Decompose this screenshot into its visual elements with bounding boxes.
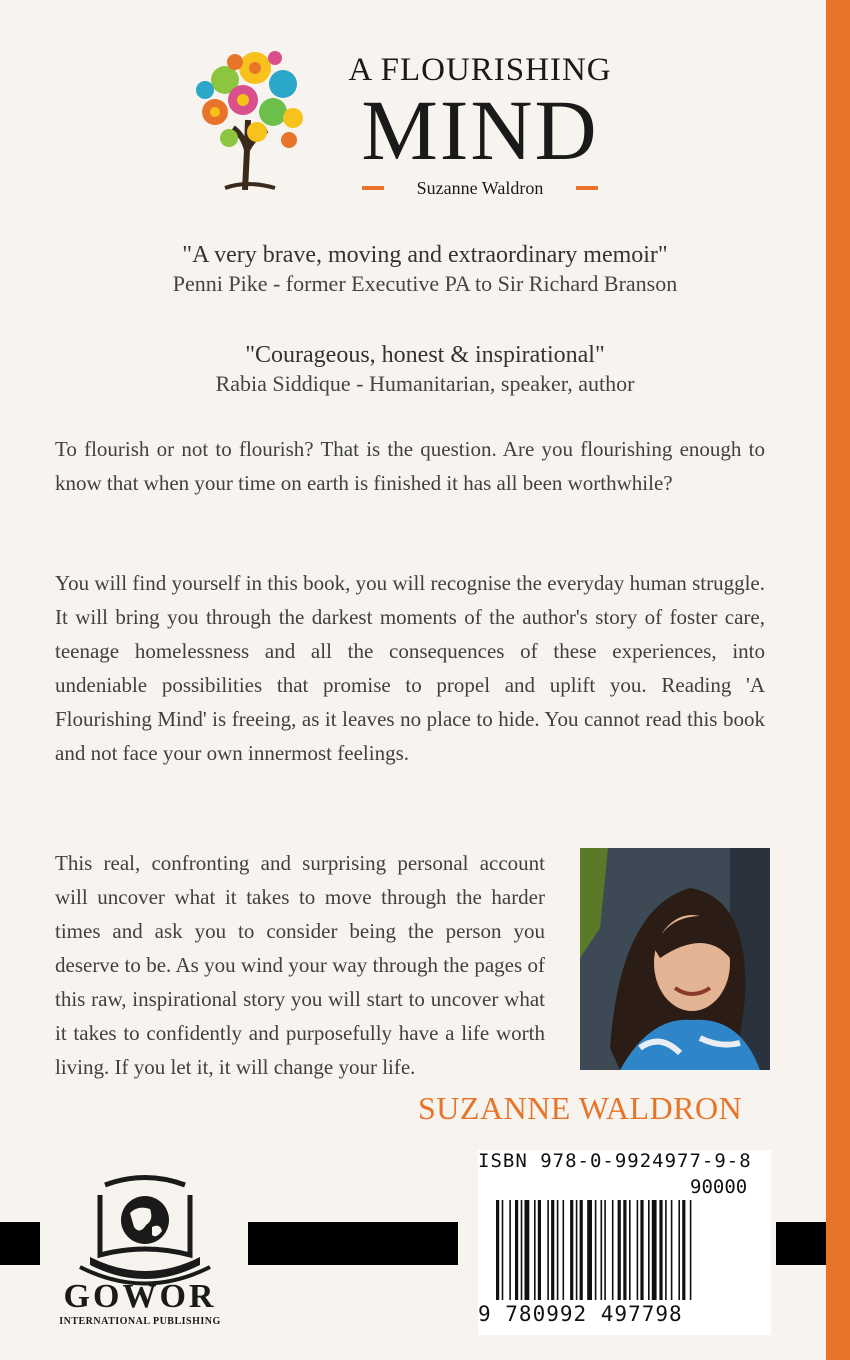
endorsement-source: Penni Pike - former Executive PA to Sir Richard Branson [172, 271, 678, 296]
barcode-bars [496, 1200, 766, 1300]
flourishing-tree-illustration [185, 40, 313, 190]
byline-dash-right [576, 186, 598, 190]
author-byline [350, 178, 610, 200]
black-bar-middle [248, 1222, 458, 1265]
blurb-paragraph-1: To flourish or not to flourish? That is the question. Are you flourishing enough to know that when your time on earth is finished it has all been worthwhile? [55, 437, 765, 495]
endorsement-1 [0, 242, 850, 297]
black-bar-right [776, 1222, 826, 1265]
author-photo [580, 848, 770, 1070]
orange-spine-stripe [826, 0, 850, 1360]
publisher-subtitle: INTERNATIONAL PUBLISHING [59, 1316, 221, 1327]
author-name-small: Suzanne Waldron [416, 178, 544, 198]
blurb-paragraph-3: This real, confronting and surprising personal account will uncover what it takes to move through the harder times and ask you to consider being the person you deserve to be. As you wind your way through the pages of this raw, inspirational story you will start to uncover what it takes to confidently and purposefully have a life worth living. If you let it, it will change your life. [55, 851, 545, 1079]
book-title-line1: A FLOURISHING [348, 52, 612, 88]
book-title-line2: MIND [361, 82, 599, 178]
endorsement-quote: "Courageous, honest & inspirational" [245, 342, 605, 368]
price-code: 90000 [690, 1176, 748, 1198]
black-bar-left [0, 1222, 40, 1265]
isbn-digits: 9 780992 497798 [478, 1302, 683, 1326]
endorsement-2 [0, 342, 850, 397]
blurb-paragraph-2: You will find yourself in this book, you will recognise the everyday human struggle. It will bring you through the darkest moments of the author's story of foster care, teenage homelessness and all the consequences of these experiences, into undeniable possibilities that promise to propel and uplift you. Reading 'A Flourishing Mind' is freeing, as it leaves no place to hide. You cannot read this book and not face your own innermost feelings. [55, 571, 765, 765]
publisher-name: GOWOR [63, 1278, 217, 1315]
isbn-label: ISBN 978-0-9924977-9-8 [478, 1150, 752, 1172]
endorsement-quote: "A very brave, moving and extraordinary memoir" [182, 242, 668, 268]
author-signature: SUZANNE WALDRON [418, 1090, 743, 1126]
endorsement-source: Rabia Siddique - Humanitarian, speaker, author [215, 371, 635, 396]
